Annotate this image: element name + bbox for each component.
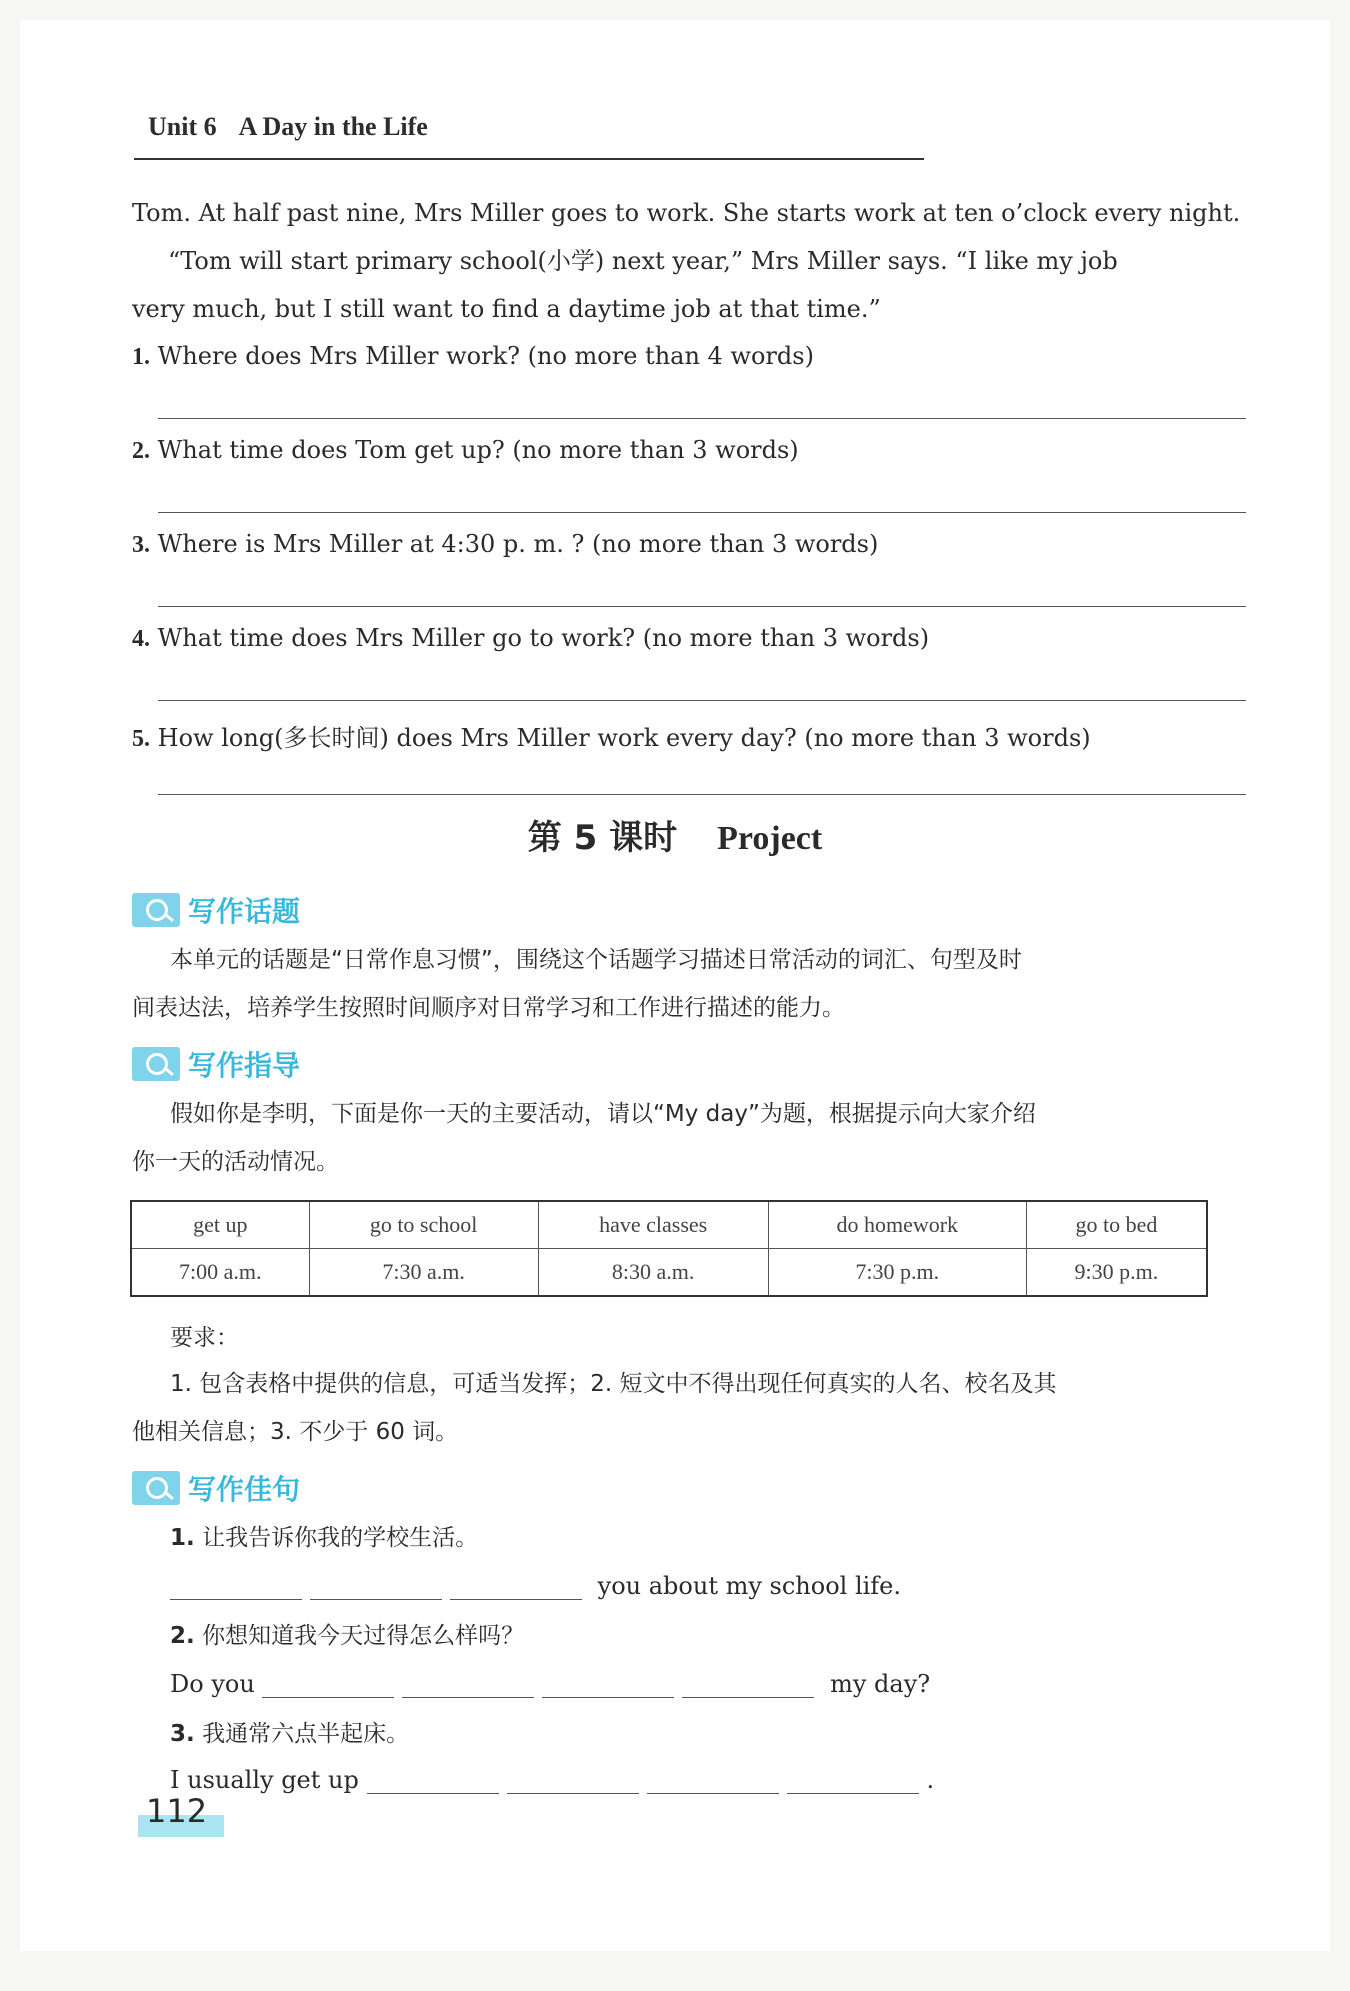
sentence-prefix: I usually get up bbox=[170, 1766, 359, 1794]
guide-line-1: 假如你是李明，下面是你一天的主要活动，请以“My day”为题，根据提示向大家介绍 bbox=[170, 1101, 1036, 1127]
schedule-table bbox=[130, 1200, 1208, 1297]
fill-blank[interactable] bbox=[450, 1573, 582, 1600]
page-number: 112 bbox=[146, 1792, 208, 1830]
question-number: 3. bbox=[132, 532, 150, 558]
topic-line-2: 间表达法，培养学生按照时间顺序对日常学习和工作进行描述的能力。 bbox=[132, 995, 845, 1021]
section-guide-header bbox=[132, 1044, 300, 1084]
requirements-line-2: 他相关信息；3. 不少于 60 词。 bbox=[132, 1419, 459, 1445]
guide-line-2: 你一天的活动情况。 bbox=[132, 1149, 339, 1175]
table-cell: 8:30 a.m. bbox=[538, 1249, 768, 1297]
sentence-suffix: . bbox=[926, 1766, 935, 1794]
sentence-1-fill bbox=[170, 1572, 901, 1600]
sentence-suffix: my day? bbox=[830, 1670, 931, 1698]
sentence-2-prompt bbox=[170, 1612, 524, 1660]
table-cell: get up bbox=[131, 1201, 309, 1249]
answer-line-5[interactable] bbox=[158, 794, 1246, 795]
fill-blank[interactable] bbox=[647, 1767, 779, 1794]
magnifier-icon bbox=[132, 893, 180, 927]
section-title: 写作话题 bbox=[188, 895, 301, 928]
question-5 bbox=[132, 718, 1091, 753]
table-cell: go to school bbox=[309, 1201, 538, 1249]
question-3 bbox=[132, 530, 878, 559]
requirements-label: 要求： bbox=[170, 1325, 239, 1351]
answer-line-3[interactable] bbox=[158, 606, 1246, 607]
sentence-3-fill bbox=[170, 1766, 934, 1794]
magnifier-icon bbox=[132, 1047, 180, 1081]
section-title: 写作指导 bbox=[188, 1049, 301, 1082]
sentence-2-fill bbox=[170, 1670, 930, 1698]
lesson-title bbox=[20, 810, 1330, 859]
table-cell: do homework bbox=[768, 1201, 1026, 1249]
unit-number: Unit 6 bbox=[148, 112, 217, 141]
fill-blank[interactable] bbox=[310, 1573, 442, 1600]
passage-line-1: Tom. At half past nine, Mrs Miller goes to work. She starts work at ten o’clock every night. bbox=[132, 199, 1241, 227]
fill-blank[interactable] bbox=[262, 1671, 394, 1698]
fill-blank[interactable] bbox=[682, 1671, 814, 1698]
section-phrases-header bbox=[132, 1468, 300, 1508]
topic-line-1: 本单元的话题是“日常作息习惯”，围绕这个话题学习描述日常活动的词汇、句型及时 bbox=[170, 947, 1022, 973]
sentence-1-prompt bbox=[170, 1514, 478, 1562]
question-number: 1. bbox=[132, 344, 150, 370]
answer-line-1[interactable] bbox=[158, 418, 1246, 419]
section-topic-header bbox=[132, 890, 300, 930]
question-text: How long(多长时间) does Mrs Miller work every day? (no more than 3 words) bbox=[157, 724, 1091, 752]
fill-blank[interactable] bbox=[542, 1671, 674, 1698]
table-cell: 7:30 p.m. bbox=[768, 1249, 1026, 1297]
passage-line-3: very much, but I still want to find a daytime job at that time.” bbox=[132, 295, 881, 323]
sentence-number: 2. bbox=[170, 1623, 195, 1649]
question-text: What time does Mrs Miller go to work? (no more than 3 words) bbox=[157, 624, 930, 652]
sentence-prefix: Do you bbox=[170, 1670, 255, 1698]
fill-blank[interactable] bbox=[170, 1573, 302, 1600]
header-divider bbox=[134, 158, 924, 160]
question-number: 5. bbox=[132, 726, 150, 752]
sentence-chinese: 我通常六点半起床。 bbox=[202, 1721, 410, 1747]
passage-line-2: “Tom will start primary school(小学) next year,” Mrs Miller says. “I like my job bbox=[168, 247, 1118, 275]
table-cell: 9:30 p.m. bbox=[1026, 1249, 1207, 1297]
requirements-line-1: 1. 包含表格中提供的信息，可适当发挥；2. 短文中不得出现任何真实的人名、校名及其 bbox=[170, 1371, 1057, 1397]
sentence-chinese: 你想知道我今天过得怎么样吗？ bbox=[202, 1623, 525, 1649]
answer-line-4[interactable] bbox=[158, 700, 1246, 701]
fill-blank[interactable] bbox=[507, 1767, 639, 1794]
sentence-number: 3. bbox=[170, 1721, 195, 1747]
table-cell: have classes bbox=[538, 1201, 768, 1249]
question-text: Where does Mrs Miller work? (no more than 4 words) bbox=[157, 342, 814, 370]
question-2 bbox=[132, 436, 799, 465]
lesson-number: 第 5 课时 bbox=[527, 818, 678, 858]
sentence-chinese: 让我告诉你我的学校生活。 bbox=[202, 1525, 479, 1551]
question-4 bbox=[132, 624, 929, 653]
page bbox=[20, 20, 1330, 1951]
unit-header bbox=[148, 112, 428, 142]
lesson-name: Project bbox=[717, 820, 823, 857]
sentence-3-prompt bbox=[170, 1710, 409, 1758]
unit-title: A Day in the Life bbox=[238, 112, 428, 141]
fill-blank[interactable] bbox=[367, 1767, 499, 1794]
answer-line-2[interactable] bbox=[158, 512, 1246, 513]
table-row-times bbox=[131, 1249, 1207, 1297]
table-cell: go to bed bbox=[1026, 1201, 1207, 1249]
table-cell: 7:30 a.m. bbox=[309, 1249, 538, 1297]
table-cell: 7:00 a.m. bbox=[131, 1249, 309, 1297]
question-1 bbox=[132, 342, 814, 371]
sentence-suffix: you about my school life. bbox=[597, 1572, 902, 1600]
section-title: 写作佳句 bbox=[188, 1473, 301, 1506]
table-row-activities bbox=[131, 1201, 1207, 1249]
question-number: 4. bbox=[132, 626, 150, 652]
magnifier-icon bbox=[132, 1471, 180, 1505]
fill-blank[interactable] bbox=[402, 1671, 534, 1698]
question-number: 2. bbox=[132, 438, 150, 464]
fill-blank[interactable] bbox=[787, 1767, 919, 1794]
question-text: Where is Mrs Miller at 4:30 p. m. ? (no more than 3 words) bbox=[157, 530, 879, 558]
sentence-number: 1. bbox=[170, 1525, 195, 1551]
question-text: What time does Tom get up? (no more than 3 words) bbox=[157, 436, 799, 464]
